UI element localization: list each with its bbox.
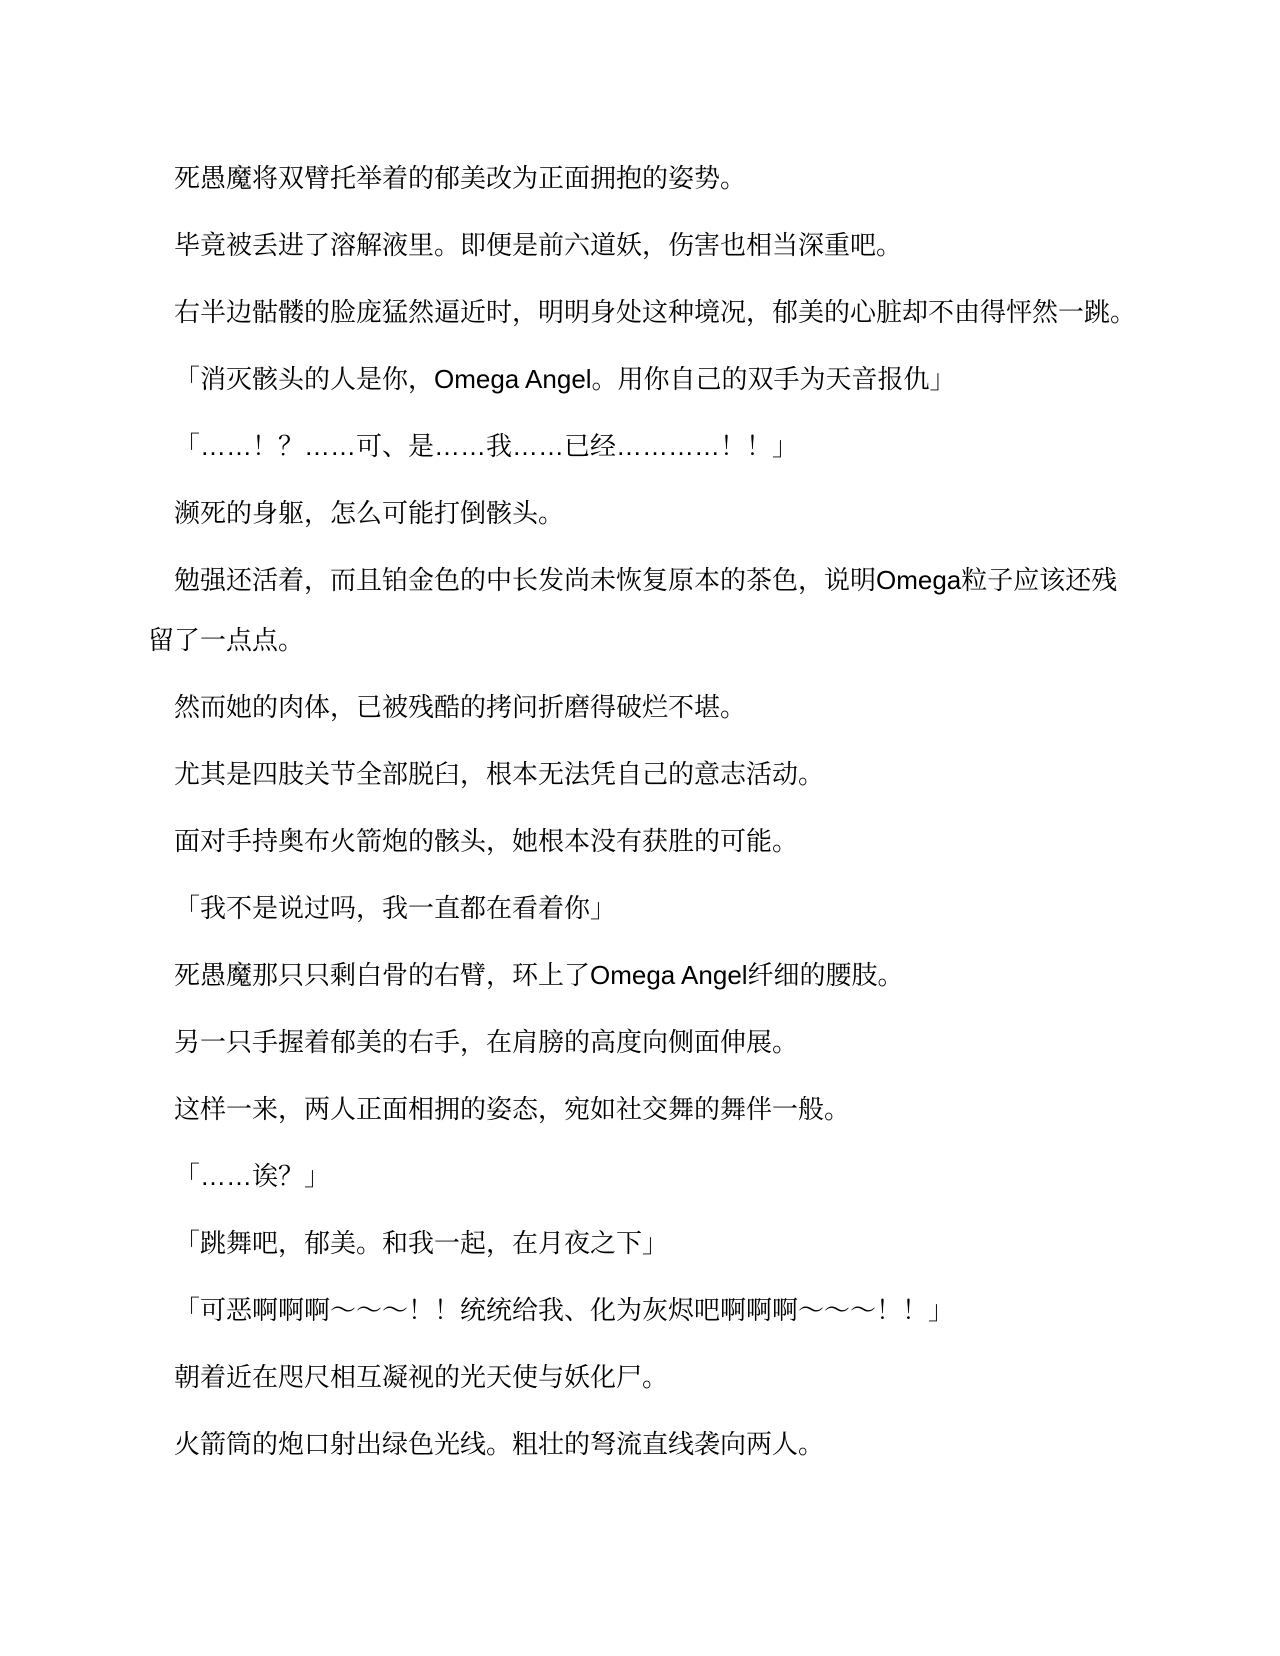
- paragraph-05-dialogue: 「……！？……可、是……我……已经…………！！」: [174, 431, 799, 461]
- paragraph-08: 然而她的肉体，已被残酷的拷问折磨得破烂不堪。: [174, 692, 747, 722]
- paragraph-02: 毕竟被丢进了溶解液里。即便是前六道妖，伤害也相当深重吧。: [174, 230, 903, 260]
- paragraph-16-dialogue: 「跳舞吧，郁美。和我一起，在月夜之下」: [174, 1228, 669, 1258]
- paragraph-12: 死愚魔那只只剩白骨的右臂，环上了Omega Angel纤细的腰肢。: [174, 960, 904, 990]
- paragraph-07: 勉强还活着，而且铂金色的中长发尚未恢复原本的茶色，说明Omega粒子应该还残留了一点点。: [148, 565, 1118, 655]
- paragraph-11-dialogue: 「我不是说过吗，我一直都在看着你」: [174, 893, 617, 923]
- paragraph-14: 这样一来，两人正面相拥的姿态，宛如社交舞的舞伴一般。: [174, 1094, 851, 1124]
- paragraph-10: 面对手持奥布火箭炮的骸头，她根本没有获胜的可能。: [174, 826, 799, 856]
- novel-text-block: [148, 148, 1140, 1474]
- paragraph-04-dialogue: 「消灭骸头的人是你，Omega Angel。用你自己的双手为天音报仇」: [174, 364, 956, 394]
- paragraph-19: 火箭筒的炮口射出绿色光线。粗壮的弩流直线袭向两人。: [174, 1429, 825, 1459]
- paragraph-01: 死愚魔将双臂托举着的郁美改为正面拥抱的姿势。: [174, 163, 747, 193]
- paragraph-17-dialogue: 「可恶啊啊啊～～～！！统统给我、化为灰烬吧啊啊啊～～～！！」: [174, 1295, 955, 1325]
- paragraph-03: 右半边骷髅的脸庞猛然逼近时，明明身处这种境况，郁美的心脏却不由得怦然一跳。: [174, 297, 1137, 327]
- paragraph-06: 濒死的身躯，怎么可能打倒骸头。: [174, 498, 565, 528]
- paragraph-15-dialogue: 「……诶？」: [174, 1161, 331, 1191]
- paragraph-18: 朝着近在咫尺相互凝视的光天使与妖化尸。: [174, 1362, 669, 1392]
- paragraph-13: 另一只手握着郁美的右手，在肩膀的高度向侧面伸展。: [174, 1027, 799, 1057]
- paragraph-09: 尤其是四肢关节全部脱臼，根本无法凭自己的意志活动。: [174, 759, 825, 789]
